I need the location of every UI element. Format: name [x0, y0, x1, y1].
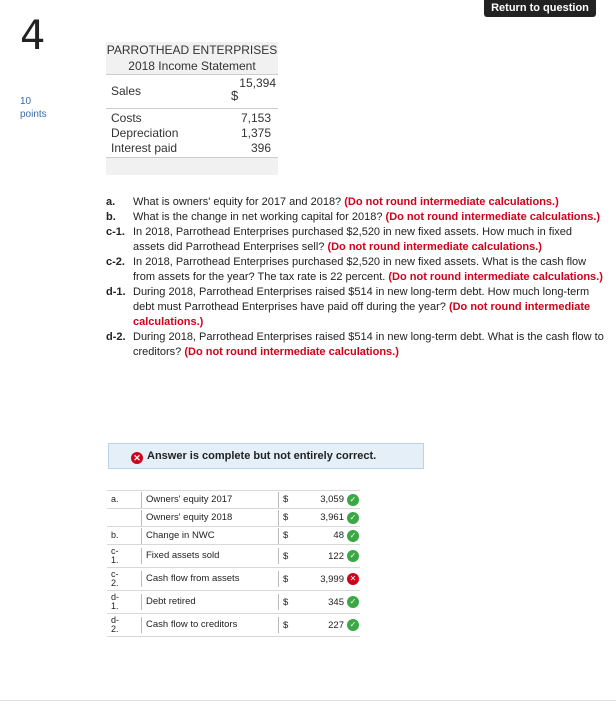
check-icon: ✓ — [347, 512, 359, 524]
check-icon: ✓ — [347, 596, 359, 608]
question-item — [106, 255, 606, 285]
part-label-text: c- 1. — [111, 546, 119, 565]
interest-row — [106, 141, 278, 156]
answer-value-cell — [299, 491, 360, 509]
check-icon: ✓ — [347, 530, 359, 542]
answer-value-cell — [299, 568, 360, 591]
answer-value-input[interactable]: 3,059 — [320, 494, 344, 505]
question-body: What is the change in net working capital for 2018? — [133, 211, 383, 223]
table-row — [107, 545, 360, 568]
answer-table — [107, 490, 360, 637]
currency-symbol: $ — [279, 614, 299, 637]
question-label: d-1. — [106, 286, 126, 298]
question-text — [133, 225, 606, 255]
points-value: 10 — [20, 96, 32, 107]
part-label — [107, 545, 141, 568]
depreciation-row — [106, 126, 278, 141]
points-label: points — [20, 109, 47, 120]
answer-label-cell — [141, 614, 279, 637]
answer-label-cell — [141, 527, 279, 545]
question-item — [106, 225, 606, 255]
sales-row — [106, 74, 278, 109]
interest-label: Interest paid — [111, 141, 178, 155]
question-body: What is owners' equity for 2017 and 2018? — [133, 196, 342, 208]
sales-currency: $ — [231, 88, 239, 103]
answer-status-banner — [108, 443, 424, 469]
answer-value-input[interactable]: 345 — [328, 596, 344, 608]
part-label-text: d- 2. — [111, 615, 120, 634]
expenses-block — [106, 109, 278, 158]
currency-symbol: $ — [279, 568, 299, 591]
table-row — [107, 509, 360, 527]
table-row — [107, 491, 360, 509]
currency-symbol: $ — [279, 509, 299, 527]
table-row — [107, 568, 360, 591]
question-text — [133, 285, 606, 330]
table-row — [107, 591, 360, 614]
question-label: b. — [106, 211, 116, 223]
bottom-divider — [0, 700, 616, 701]
check-icon: ✓ — [347, 550, 359, 562]
answer-label-cell — [141, 509, 279, 527]
part-label-text: c- 2. — [111, 569, 119, 588]
answer-label: Owners' equity 2018 — [141, 510, 279, 526]
table-row — [107, 614, 360, 637]
depreciation-label: Depreciation — [111, 126, 179, 140]
answer-label: Cash flow from assets — [141, 571, 279, 587]
part-label: a. — [107, 491, 141, 509]
question-item — [106, 195, 606, 210]
costs-label: Costs — [111, 111, 142, 125]
answer-value-cell — [299, 509, 360, 527]
income-statement — [106, 42, 278, 175]
answer-value-input[interactable]: 3,961 — [320, 512, 344, 523]
question-text — [133, 330, 606, 360]
question-item — [106, 285, 606, 330]
answer-value-cell — [299, 591, 360, 614]
rounding-note: (Do not round intermediate calculations.) — [184, 346, 399, 358]
incorrect-x-icon: ✕ — [347, 573, 359, 585]
question-label: d-2. — [106, 331, 126, 343]
answer-label: Owners' equity 2017 — [141, 492, 279, 508]
question-number: 4 — [20, 13, 46, 59]
part-label — [107, 614, 141, 637]
part-label: b. — [107, 527, 141, 545]
answer-label-cell — [141, 491, 279, 509]
answer-value-input[interactable]: 3,999 — [320, 573, 344, 585]
depreciation-value: 1,375 — [240, 126, 271, 140]
sales-value: 15,394 — [239, 76, 276, 90]
answer-value-cell — [299, 614, 360, 637]
banner-text: Answer is complete but not entirely correct. — [147, 450, 377, 462]
question-body: In 2018, Parrothead Enterprises purchased $2,520 in new fixed assets. How much in fixed assets did Parrothead Enterprises sell? — [133, 226, 573, 253]
answer-label: Fixed assets sold — [141, 548, 279, 564]
rounding-note: (Do not round intermediate calculations.) — [133, 301, 591, 328]
part-label — [107, 568, 141, 591]
question-label: a. — [106, 196, 116, 208]
part-label — [107, 509, 141, 527]
answer-value-input[interactable]: 122 — [328, 550, 344, 562]
question-text — [133, 255, 606, 285]
rounding-note: (Do not round intermediate calculations.) — [344, 196, 559, 208]
rounding-note: (Do not round intermediate calculations.) — [327, 241, 542, 253]
question-body: During 2018, Parrothead Enterprises raised $514 in new long-term debt. How much long-term debt must Parrothead Enterprises have paid off during the year? — [133, 286, 590, 313]
answer-label-cell — [141, 568, 279, 591]
answer-label-cell — [141, 591, 279, 614]
question-label: c-1. — [106, 226, 125, 238]
answer-value-cell — [299, 545, 360, 568]
currency-symbol: $ — [279, 591, 299, 614]
answer-label: Change in NWC — [141, 528, 279, 544]
company-name: PARROTHEAD ENTERPRISES — [106, 43, 278, 57]
question-label: c-2. — [106, 256, 125, 268]
statement-footer — [106, 158, 278, 175]
answer-value-input[interactable]: 227 — [328, 619, 344, 631]
table-row — [107, 527, 360, 545]
statement-title: 2018 Income Statement — [128, 59, 256, 73]
interest-value: 396 — [250, 141, 271, 155]
question-list — [106, 195, 606, 360]
question-body: In 2018, Parrothead Enterprises purchased $2,520 in new fixed assets. What is the cash flow from assets for the year? The tax rate is 22 percent. — [133, 256, 587, 283]
question-body: During 2018, Parrothead Enterprises raised $514 in new long-term debt. What is the cash flow to creditors? — [133, 331, 604, 358]
part-label-text: d- 1. — [111, 592, 120, 611]
currency-symbol: $ — [279, 491, 299, 509]
check-icon: ✓ — [347, 619, 359, 631]
answer-label: Cash flow to creditors — [141, 617, 279, 633]
question-text — [133, 210, 606, 225]
answer-value-cell — [299, 527, 360, 545]
answer-label-cell — [141, 545, 279, 568]
currency-symbol: $ — [279, 527, 299, 545]
question-text — [133, 195, 606, 210]
question-item — [106, 330, 606, 360]
sales-label: Sales — [111, 84, 142, 98]
check-icon: ✓ — [347, 494, 359, 506]
part-label — [107, 591, 141, 614]
answer-value-input[interactable]: 48 — [333, 530, 344, 541]
answer-label: Debt retired — [141, 594, 279, 610]
costs-row — [106, 111, 278, 126]
question-item — [106, 210, 606, 225]
incorrect-x-icon: ✕ — [131, 452, 143, 464]
currency-symbol: $ — [279, 545, 299, 568]
rounding-note: (Do not round intermediate calculations.) — [385, 211, 601, 223]
costs-value: 7,153 — [240, 111, 271, 125]
rounding-note: (Do not round intermediate calculations.) — [388, 271, 603, 283]
return-to-question-button[interactable]: Return to question — [484, 0, 596, 17]
